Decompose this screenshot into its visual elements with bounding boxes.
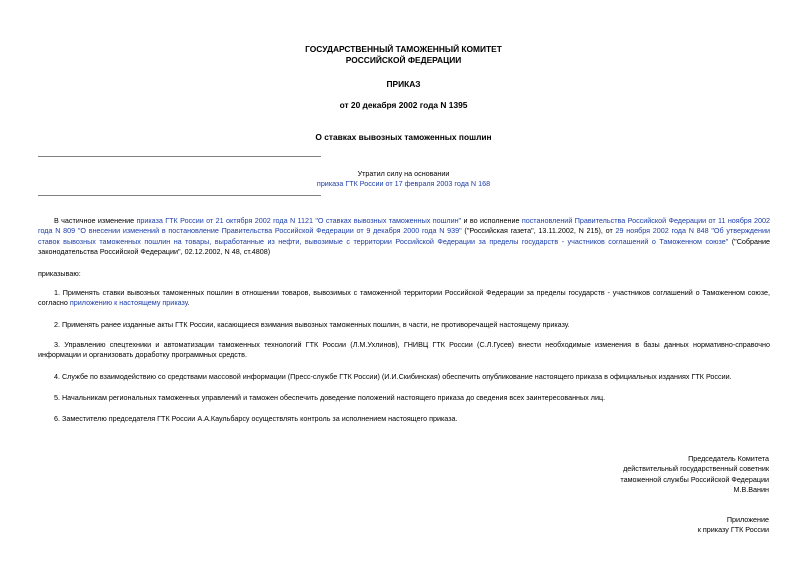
item-3 [38, 340, 770, 361]
doc-type: ПРИКАЗ [386, 79, 421, 89]
validity-link[interactable]: приказа ГТК России от 17 февраля 2003 года N 168 [316, 179, 491, 189]
doc-date: от 20 декабря 2002 года N 1395 [339, 100, 468, 110]
appendix-block [509, 515, 769, 536]
signature-line-1: Председатель Комитета [688, 454, 769, 463]
link-order-1121[interactable]: приказа ГТК России от 21 октября 2002 года N 1121 "О ставках вывозных таможенных пошлин" [136, 216, 462, 225]
item-5 [38, 393, 770, 403]
order-word: приказываю: [38, 269, 81, 278]
preamble-text-3: ("Российская газета", 13.11.2002, N 215), от [461, 226, 616, 236]
item-1 [38, 288, 770, 309]
item-4-text: 4. Службе по взаимодействию со средствами массовой информации (Пресс-службе ГТК России) (И.И.Скибинская) обеспечить опубликование настоящего приказа в официальных изданиях ГТК России. [54, 372, 732, 381]
signature-line-3: таможенной службы Российской Федерации [620, 474, 769, 484]
preamble-paragraph [38, 216, 770, 258]
divider-top [38, 156, 321, 157]
validity-note [0, 169, 807, 190]
item-5-text: 5. Начальникам региональных таможенных управлений и таможен обеспечить доведение положений настоящего приказа до сведения всех заинтересованных лиц. [54, 393, 606, 402]
divider-bottom [38, 195, 321, 196]
appendix-line-2: к приказу ГТК России [697, 525, 769, 535]
item-2-text: 2. Применять ранее изданные акты ГТК России, касающиеся взимания вывозных таможенных пошлин, в части, не противоречащей настоящему приказу. [54, 320, 570, 329]
signature-line-4: М.В.Ванин [733, 485, 769, 495]
validity-line: Утратил силу на основании [357, 169, 450, 178]
link-resolution-809[interactable]: постановлений Правительства Российской Федерации от 11 ноября 2002 года N 809 "О внесении изменений в постановление Правительства Российской Федерации от 9 декабря 2000 года N 939" [38, 216, 770, 236]
org-line-2: РОССИЙСКОЙ ФЕДЕРАЦИИ [345, 55, 462, 65]
item-6 [38, 414, 770, 424]
appendix-line-1: Приложение [726, 515, 769, 524]
org-line-1: ГОСУДАРСТВЕННЫЙ ТАМОЖЕННЫЙ КОМИТЕТ [305, 44, 502, 54]
item-4 [38, 372, 770, 382]
preamble-text-1: В частичное изменение [54, 216, 137, 225]
signature-line-2: действительный государственный советник [623, 464, 769, 474]
doc-title: О ставках вывозных таможенных пошлин [315, 132, 492, 142]
item-2 [38, 320, 770, 330]
preamble-text-4: ("Собрание законодательства Российской Федерации", 02.12.2002, N 48, ст.4808) [38, 236, 770, 257]
item-1-end: . [187, 298, 190, 308]
org-heading [0, 44, 807, 66]
link-appendix[interactable]: приложению к настоящему приказу [69, 298, 188, 308]
link-resolution-848[interactable]: 29 ноября 2002 года N 848 "Об утверждении ставок вывозных таможенных пошлин на товары, выработанные из нефти, вывозимые с территории Российской Федерации за пределы государств - участников соглашений о Таможенном союзе" [38, 226, 770, 246]
item-1-text: 1. Применять ставки вывозных таможенных пошлин в отношении товаров, вывозимых с таможенной территории Российской Федерации за пределы государств - участников соглашений о Таможенном союзе, согласно [38, 288, 770, 308]
item-6-text: 6. Заместителю председателя ГТК России А.А.Каульбарсу осуществлять контроль за исполнением настоящего приказа. [54, 414, 458, 423]
item-3-text: 3. Управлению спецтехники и автоматизации таможенных технологий ГТК России (Л.М.Ухлинов), ГНИВЦ ГТК России (С.Л.Гусев) внести необходимые изменения в базы данных нормативно-справочно информации и организовать доработку программных средств. [38, 340, 770, 360]
preamble-text-2: и во исполнение [461, 216, 522, 225]
signature-block [509, 454, 769, 496]
